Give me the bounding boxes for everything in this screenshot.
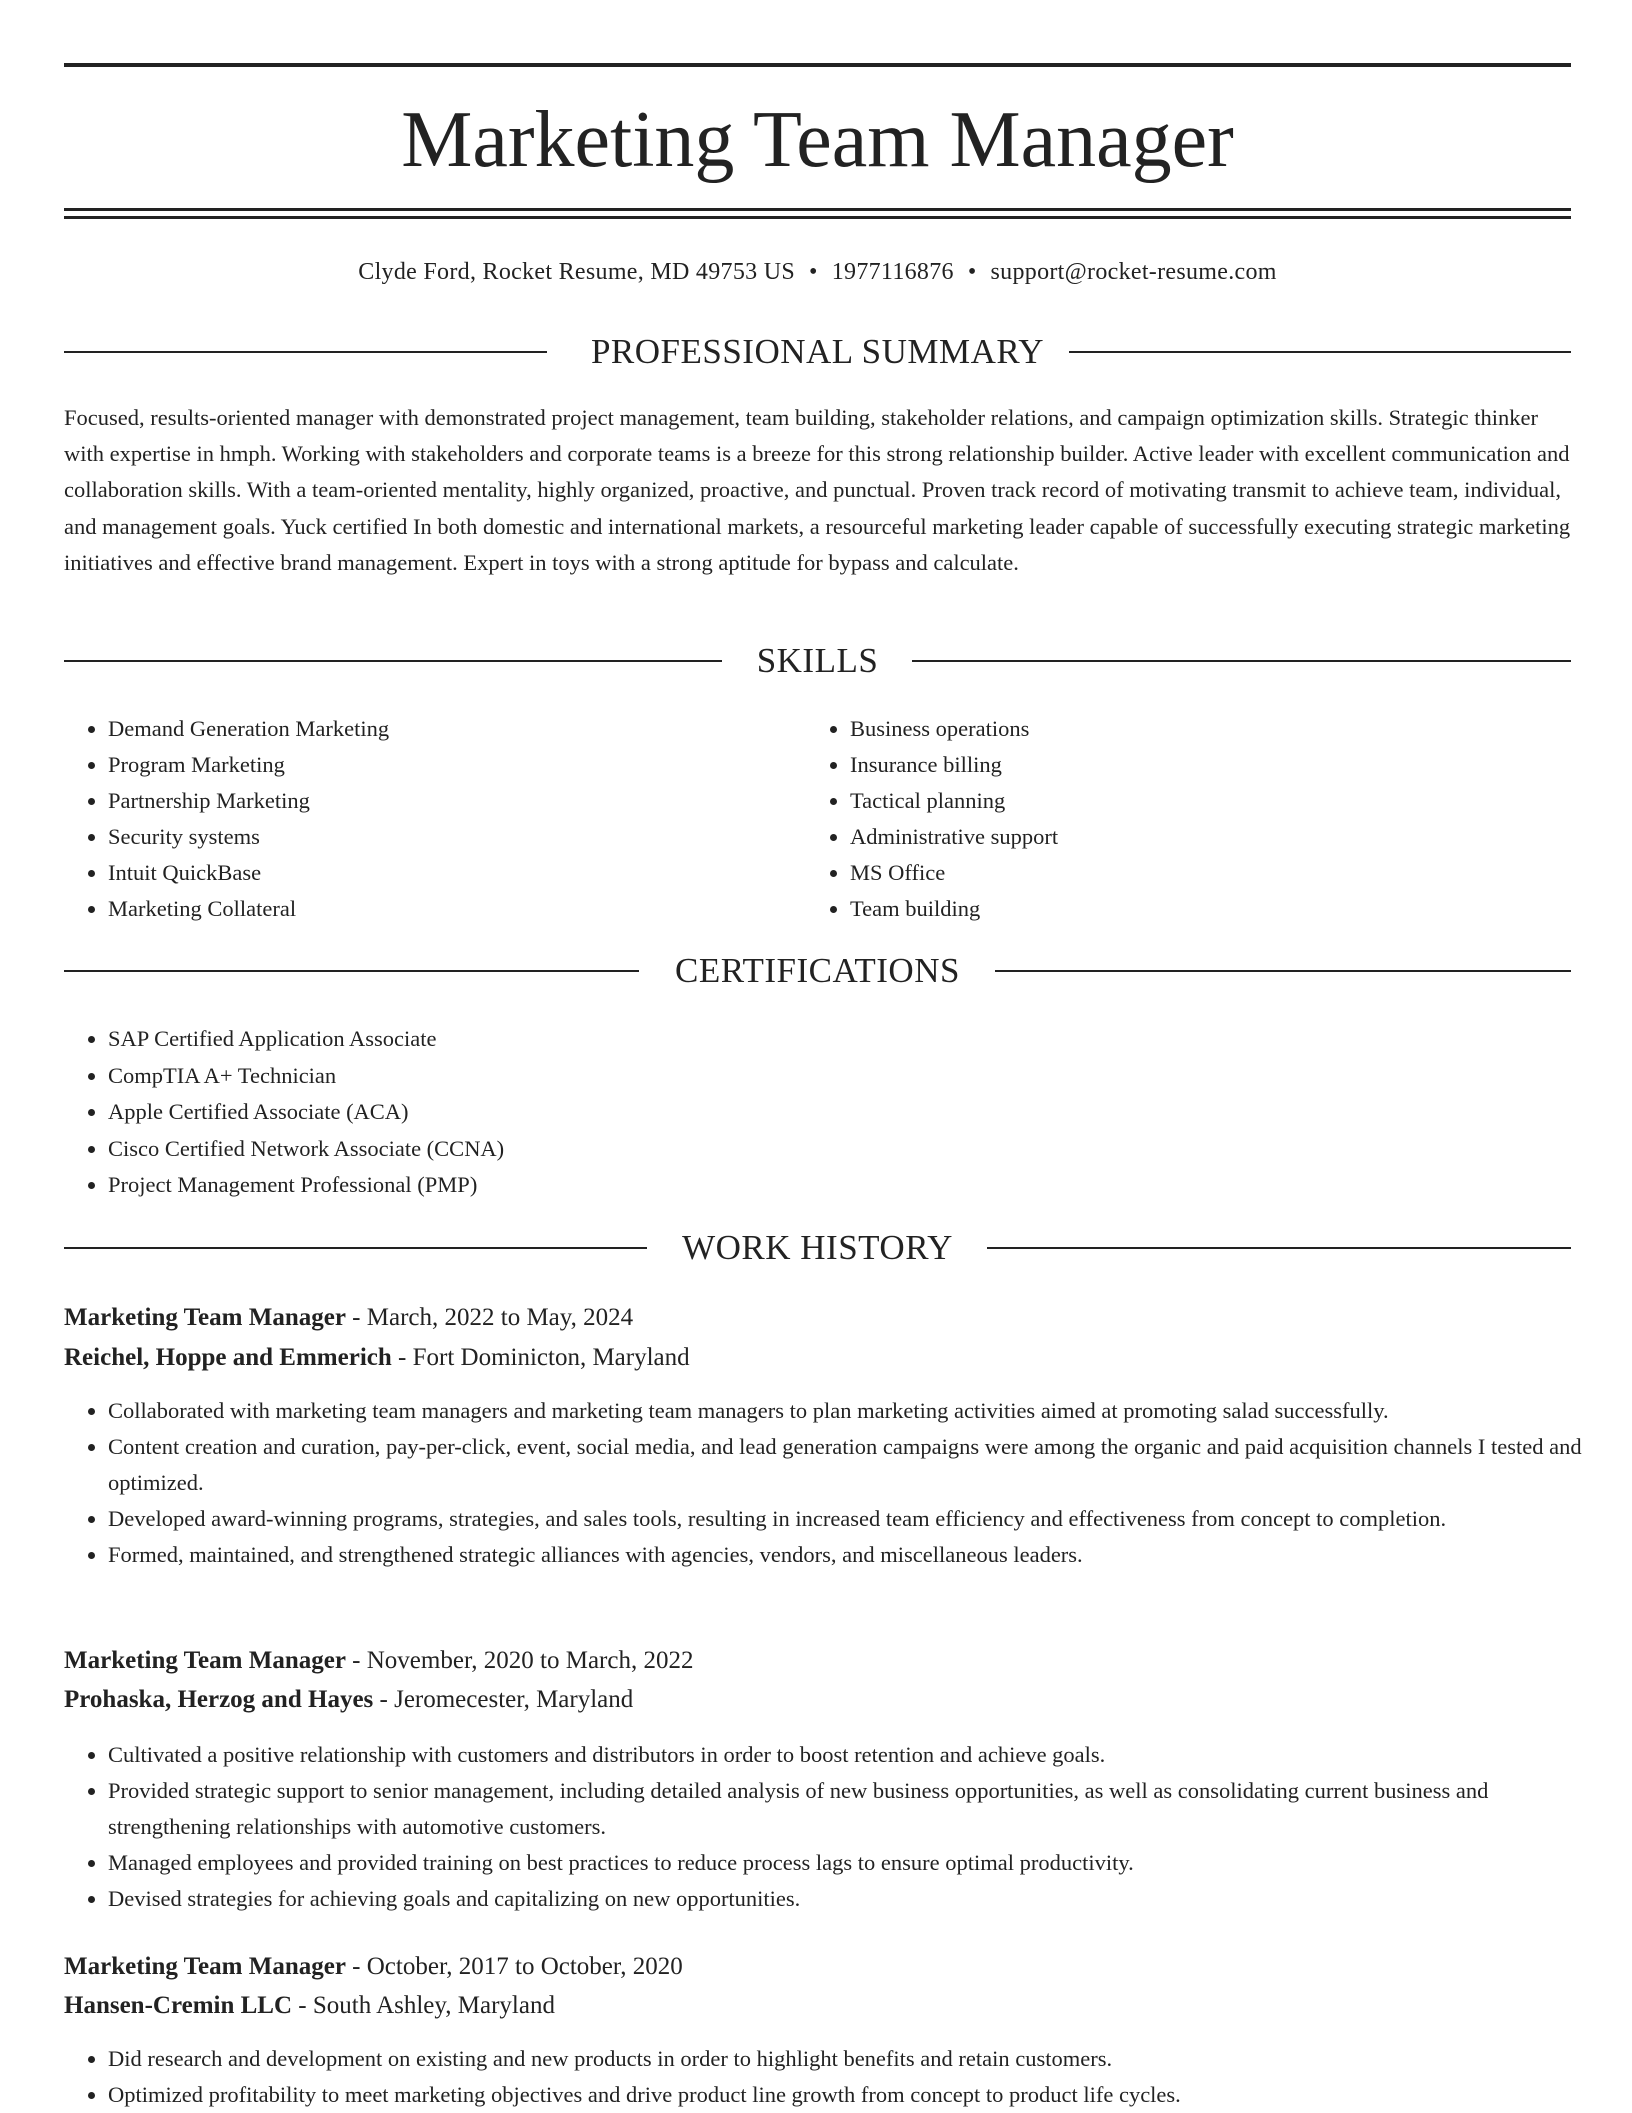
skill-item: • Insurance billing [850, 747, 1550, 783]
section-header-summary [64, 330, 1571, 374]
job-duty-item: • Content creation and curation, pay-per-click, event, social media, and lead generation campaigns were among the organic and paid acquisition channels I tested and optimized. [108, 1429, 1615, 1501]
section-rule-right [987, 1247, 1571, 1249]
skills-list-right [806, 711, 1550, 927]
section-title-summary: PROFESSIONAL SUMMARY [590, 332, 1045, 371]
job-duty-item: • Collaborated with marketing team managers and marketing team managers to plan marketing activities aimed at promoting salad successfully. [108, 1393, 1615, 1429]
job-duty-item: • Cultivated a positive relationship with customers and distributors in order to boost retention and achieve goals. [108, 1737, 1615, 1773]
certification-item: • Cisco Certified Network Associate (CCNA) [108, 1131, 1108, 1168]
contact-separator: • [809, 259, 818, 285]
job-title-line [64, 1949, 683, 1985]
section-title-work-history: WORK HISTORY [682, 1228, 953, 1267]
job-company-line [64, 1988, 555, 2024]
header-top-rule [64, 63, 1571, 67]
job-location: - Jeromecester, Maryland [373, 1686, 634, 1713]
contact-line [64, 252, 1571, 292]
section-rule-right [912, 660, 1571, 662]
skill-item: • Program Marketing [108, 747, 808, 783]
job-location: - Fort Dominicton, Maryland [391, 1344, 690, 1371]
certifications-list [64, 1021, 1108, 1204]
job-title: Marketing Team Manager [64, 1304, 346, 1331]
section-rule-right [995, 970, 1571, 972]
job-company-line [64, 1682, 633, 1718]
section-title-certifications: CERTIFICATIONS [675, 951, 960, 990]
section-title-skills: SKILLS [756, 641, 879, 680]
header-double-rule-upper [64, 208, 1571, 211]
contact-separator: • [967, 259, 977, 285]
job-title-line [64, 1300, 633, 1336]
skill-item: • Security systems [108, 819, 808, 855]
summary-paragraph: Focused, results-oriented manager with demonstrated project management, team building, stakeholder relations, and campaign optimization skills. Strategic thinker with expertise in hmph. Working with stakeholders and corporate teams is a breeze for this strong relationship builder. Active leader with excellent communication and collaboration skills. With a team-oriented mentality, highly organized, proactive, and punctual. Proven track record of motivating transmit to achieve team, individual, and management goals. Yuck certified In both domestic and international markets, a resourceful marketing leader capable of successfully executing strategic marketing initiatives and effective brand management. Expert in toys with a strong aptitude for bypass and calculate. [64, 405, 1571, 575]
job-duty-item: • Provided strategic support to senior management, including detailed analysis of new business opportunities, as well as consolidating current business and strengthening relationships with automotive customers. [108, 1773, 1615, 1845]
certification-item: • Apple Certified Associate (ACA) [108, 1094, 1108, 1131]
job-duties-list [64, 1393, 1615, 1573]
page-title: Marketing Team Manager [401, 96, 1234, 184]
job-duty-item: • Optimized profitability to meet marketing objectives and drive product line growth from concept to product life cycles. [108, 2077, 1615, 2113]
job-title: Marketing Team Manager [64, 1953, 346, 1980]
section-header-certifications [64, 949, 1571, 993]
job-duties-list [64, 1737, 1615, 1917]
certification-item: • Project Management Professional (PMP) [108, 1167, 1108, 1204]
section-header-work-history [64, 1226, 1571, 1270]
section-rule-right [1069, 351, 1571, 353]
job-company: Hansen-Cremin LLC [64, 1992, 293, 2019]
contact-phone: 1977116876 [831, 259, 954, 285]
skill-item: • MS Office [850, 855, 1550, 891]
certification-item: • SAP Certified Application Associate [108, 1021, 1108, 1058]
job-company: Prohaska, Herzog and Hayes [64, 1686, 374, 1713]
skill-item: • Administrative support [850, 819, 1550, 855]
job-dates: - March, 2022 to May, 2024 [345, 1304, 634, 1331]
section-header-skills [64, 639, 1571, 683]
skill-item: • Intuit QuickBase [108, 855, 808, 891]
job-duty-item: • Devised strategies for achieving goals and capitalizing on new opportunities. [108, 1881, 1615, 1917]
job-duty-item: • Did research and development on existing and new products in order to highlight benefits and retain customers. [108, 2041, 1615, 2077]
contact-address: Clyde Ford, Rocket Resume, MD 49753 US [358, 259, 796, 285]
contact-email: support@rocket-resume.com [990, 259, 1277, 285]
skill-item: • Tactical planning [850, 783, 1550, 819]
skill-item: • Demand Generation Marketing [108, 711, 808, 747]
job-duty-item: • Managed employees and provided training on best practices to reduce process lags to ensure optimal productivity. [108, 1845, 1615, 1881]
header-double-rule-lower [64, 216, 1571, 219]
skill-item: • Marketing Collateral [108, 891, 808, 927]
job-dates: - November, 2020 to March, 2022 [345, 1647, 694, 1674]
job-location: - South Ashley, Maryland [292, 1992, 555, 2019]
job-duty-item: • Developed award-winning programs, strategies, and sales tools, resulting in increased team efficiency and effectiveness from concept to completion. [108, 1501, 1615, 1537]
job-duty-item: • Formed, maintained, and strengthened strategic alliances with agencies, vendors, and miscellaneous leaders. [108, 1537, 1615, 1573]
skill-item: • Partnership Marketing [108, 783, 808, 819]
job-title: Marketing Team Manager [64, 1647, 346, 1674]
job-company-line [64, 1340, 690, 1376]
skills-list-left [64, 711, 808, 927]
job-dates: - October, 2017 to October, 2020 [345, 1953, 683, 1980]
job-title-line [64, 1643, 693, 1679]
certification-item: • CompTIA A+ Technician [108, 1058, 1108, 1095]
job-company: Reichel, Hoppe and Emmerich [64, 1344, 392, 1371]
skill-item: • Business operations [850, 711, 1550, 747]
job-duties-list [64, 2041, 1615, 2113]
skill-item: • Team building [850, 891, 1550, 927]
